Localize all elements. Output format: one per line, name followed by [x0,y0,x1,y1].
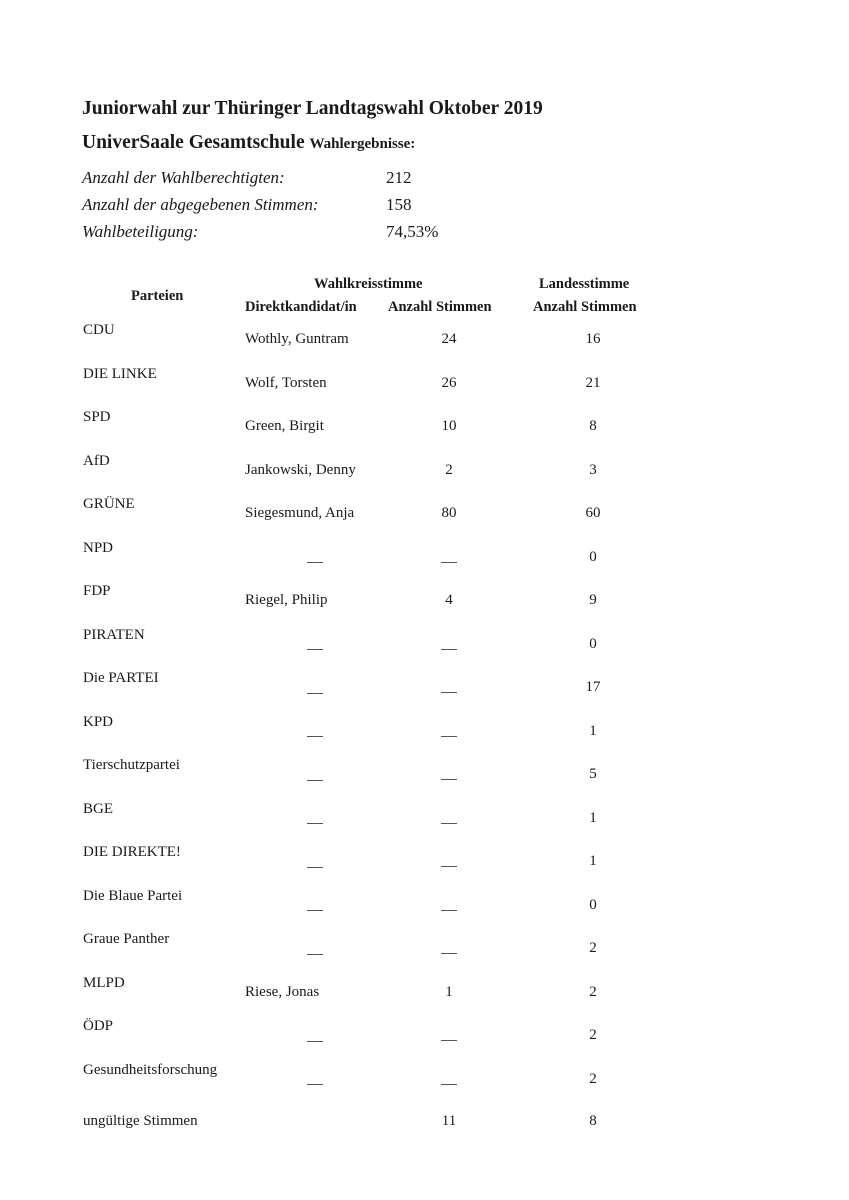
wahlkreis-votes: 4 [445,592,453,608]
stat-value: 212 [386,168,412,187]
party-name: ÖDP [83,1018,114,1034]
candidate-name [275,815,355,833]
landes-votes: 2 [589,983,597,1000]
landes-votes: 60 [585,505,601,521]
dash-placeholder [441,866,457,867]
dash-placeholder [307,693,323,694]
party-name: BGE [83,800,113,817]
landes-votes: 1 [589,853,597,869]
party-name: NPD [83,539,114,556]
wahlkreis-votes: 80 [441,505,457,521]
invalid-votes-label: ungültige Stimmen [83,1113,198,1129]
landes-votes: 3 [589,461,597,478]
header-direktkandidat: Direktkandidat/in [245,299,357,315]
dash-placeholder [307,736,323,737]
school-heading [82,132,415,154]
dash-placeholder [441,953,457,954]
landes-votes: 0 [589,548,597,565]
stat-label: Anzahl der Wahlberechtigten: [82,168,285,187]
dash-placeholder [441,823,457,824]
wahlkreis-votes: 2 [445,461,453,478]
stat-value: 158 [386,195,412,214]
wahlkreis-votes: 1 [445,983,453,1000]
party-name: Die PARTEI [83,670,159,686]
wahlkreis-votes [409,1032,489,1049]
candidate-name [275,771,355,789]
candidate-name [275,641,355,659]
dash-placeholder [441,736,457,737]
landes-votes: 0 [589,896,597,913]
stat-label: Anzahl der abgegebenen Stimmen: [82,195,319,214]
dash-placeholder [307,1041,323,1042]
dash-placeholder [307,562,323,563]
dash-placeholder [441,910,457,911]
party-name: PIRATEN [83,626,145,643]
dash-placeholder [441,779,457,780]
dash-placeholder [441,692,457,693]
party-name: Graue Panther [83,931,170,947]
wahlkreis-votes [409,945,489,962]
landes-votes: 2 [589,1027,597,1043]
candidate-name [275,1076,355,1094]
stat-value: 74,53% [386,222,439,241]
school-name: UniverSaale Gesamtschule [82,132,305,153]
wahlkreis-votes: 10 [441,418,457,434]
dash-placeholder [441,1084,457,1085]
dash-placeholder [307,954,323,955]
wahlkreis-votes [409,641,489,658]
landes-votes: 2 [589,940,597,956]
dash-placeholder [307,867,323,868]
candidate-name [275,902,355,920]
dash-placeholder [307,1084,323,1085]
dash-placeholder [441,1040,457,1041]
party-name: AfD [83,452,110,469]
party-name: SPD [83,409,111,425]
party-name: Gesundheitsforschung [83,1061,218,1078]
party-name: Tierschutzpartei [83,757,180,773]
candidate-name [275,1032,355,1050]
landes-votes: 8 [589,418,597,434]
wahlkreis-votes [409,858,489,875]
header-anzahl-landes: Anzahl Stimmen [533,299,637,315]
landes-votes: 0 [589,635,597,652]
landes-votes: 17 [585,679,601,695]
invalid-landes-votes: 8 [589,1113,597,1129]
landes-votes: 2 [589,1070,597,1087]
party-name: DIE LINKE [83,365,157,382]
wahlkreis-votes [409,684,489,701]
candidate-name [275,554,355,572]
document-title: Juniorwahl zur Thüringer Landtagswahl Oktober 2019 [82,98,543,119]
wahlkreis-votes [409,728,489,745]
landes-votes: 1 [589,809,597,826]
wahlkreis-votes: 24 [441,331,457,347]
candidate-name: Riese, Jonas [245,983,320,1000]
landes-votes: 9 [589,592,597,608]
wahlkreis-votes [409,1076,489,1093]
candidate-name [275,684,355,702]
wahlkreis-votes [409,902,489,919]
wahlkreis-votes [409,815,489,832]
header-parteien: Parteien [131,288,184,304]
candidate-name: Siegesmund, Anja [245,505,355,521]
candidate-name [275,858,355,876]
landes-votes: 16 [585,331,601,347]
wahlkreis-votes [409,771,489,788]
wahlkreis-votes [409,554,489,571]
candidate-name: Jankowski, Denny [245,461,356,478]
landes-votes: 1 [589,722,597,739]
candidate-name [275,728,355,746]
candidate-name [275,945,355,963]
dash-placeholder [307,823,323,824]
dash-placeholder [307,780,323,781]
candidate-name: Riegel, Philip [245,592,328,608]
party-name: DIE DIREKTE! [83,844,181,860]
header-wahlkreisstimme: Wahlkreisstimme [314,276,423,292]
stat-label: Wahlbeteiligung: [82,222,199,241]
party-name: FDP [83,583,111,599]
landes-votes: 5 [589,766,597,782]
candidate-name: Wothly, Guntram [245,331,349,347]
dash-placeholder [307,649,323,650]
results-subtitle: Wahlergebnisse: [309,136,416,152]
party-name: CDU [83,322,115,338]
dash-placeholder [441,562,457,563]
header-anzahl-wahlkreis: Anzahl Stimmen [388,299,492,315]
party-name: MLPD [83,974,125,991]
landes-votes: 21 [585,374,601,391]
dash-placeholder [441,649,457,650]
party-name: GRÜNE [83,496,135,512]
party-name: Die Blaue Partei [83,887,183,904]
candidate-name: Wolf, Torsten [245,374,327,391]
party-name: KPD [83,713,114,730]
candidate-name: Green, Birgit [245,418,324,434]
header-landesstimme: Landesstimme [539,276,630,292]
invalid-wahlkreis-votes: 11 [441,1113,457,1129]
wahlkreis-votes: 26 [441,374,457,391]
dash-placeholder [307,910,323,911]
